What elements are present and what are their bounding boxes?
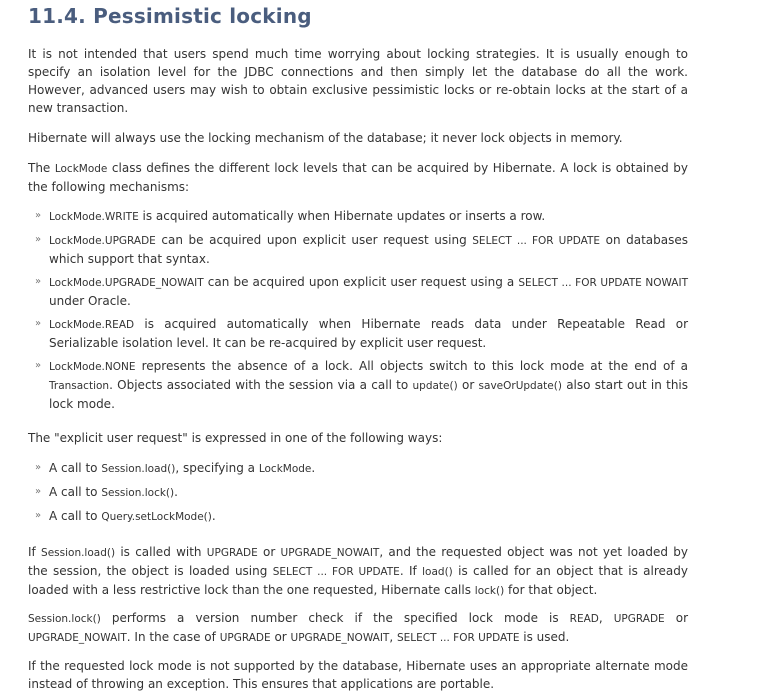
bullet-icon: » xyxy=(35,486,42,497)
code-run: UPGRADE_NOWAIT xyxy=(280,547,380,559)
text-run: is acquired automatically when Hibernate updates or inserts a row. xyxy=(138,209,546,223)
code-run: load() xyxy=(422,566,453,578)
text-run: , and the requested object was not yet loaded by the session, the object is loaded using xyxy=(28,545,689,578)
list-item-write xyxy=(49,207,688,226)
code-run: LockMode.UPGRADE_NOWAIT xyxy=(49,277,204,289)
text-run: , xyxy=(598,611,614,625)
text-run: also start out in this lock mode. xyxy=(49,378,689,411)
text-run: is acquired automatically when Hibernate reads data under Repeatable Read or Serializable isolation level. It can be re-acquired by explicit user request. xyxy=(49,317,688,350)
text-run: is called with xyxy=(115,545,207,559)
locking-mechanism-paragraph: Hibernate will always use the locking mechanism of the database; it never lock objects in memory. xyxy=(28,131,623,145)
text-run: on databases which support that syntax. xyxy=(49,233,689,266)
text-run: A call to xyxy=(49,485,102,499)
portability-paragraph: If the requested lock mode is not supported by the database, Hibernate uses an appropriate alternate mode instead of throwing an exception. This ensures that applications are portable. xyxy=(28,659,688,691)
text-run: or xyxy=(270,630,291,644)
list-item-upgrade-nowait xyxy=(49,273,688,310)
session-load-paragraph xyxy=(28,543,688,600)
list-item-session-load xyxy=(49,459,688,478)
explicit-request-paragraph: The "explicit user request" is expressed in one of the following ways: xyxy=(28,431,443,445)
code-run: Session.load() xyxy=(41,547,116,559)
text-run: , specifying a xyxy=(175,461,259,475)
text-run: or xyxy=(664,611,688,625)
text-run: can be acquired upon explicit user request using xyxy=(155,233,473,247)
text-run: under Oracle. xyxy=(49,294,131,308)
code-run: UPGRADE xyxy=(206,547,258,559)
text-run: or xyxy=(457,378,479,392)
text-run: A call to xyxy=(49,509,102,523)
code-run: SELECT ... FOR UPDATE xyxy=(396,632,520,644)
code-run: LockMode.NONE xyxy=(49,361,136,373)
text-run: represents the absence of a lock. All objects switch to this lock mode at the end of a xyxy=(135,359,688,373)
text-run: . xyxy=(174,485,178,499)
code-run: SELECT ... FOR UPDATE xyxy=(472,235,601,247)
bullet-icon: » xyxy=(35,210,42,221)
code-run: SELECT ... FOR UPDATE NOWAIT xyxy=(518,277,688,289)
code-run: LockMode xyxy=(258,463,312,475)
code-run: UPGRADE xyxy=(613,613,665,625)
section-title: 11.4. Pessimistic locking xyxy=(28,4,312,28)
code-run: Query.setLockMode() xyxy=(101,511,212,523)
code-run: update() xyxy=(412,380,458,392)
text-run: is called for an object that is already loaded with a less restrictive lock than the one requested, Hibernate calls xyxy=(28,564,688,597)
text-run: . xyxy=(211,509,216,523)
code-run: Session.lock() xyxy=(28,613,101,625)
lockmode-class-paragraph xyxy=(28,159,688,196)
text-run: , xyxy=(389,630,397,644)
code-run: READ xyxy=(569,613,599,625)
code-run: UPGRADE_NOWAIT xyxy=(28,632,127,644)
text-run: . In the case of xyxy=(126,630,220,644)
code-run: UPGRADE xyxy=(219,632,271,644)
text-run: performs a version number check if the specified lock mode is xyxy=(100,611,570,625)
intro-paragraph: It is not intended that users spend much time worrying about locking strategies. It is usually enough to specify an isolation level for the JDBC connections and then simply let the database do all the work. However, advanced users may wish to obtain exclusive pessimistic locks or re-obtain locks at the start of a new transaction. xyxy=(28,47,688,115)
text-run: . If xyxy=(399,564,423,578)
session-lock-paragraph xyxy=(28,609,688,647)
text-run: for that object. xyxy=(504,583,598,597)
list-item-read xyxy=(49,315,688,352)
bullet-icon: » xyxy=(35,462,42,473)
code-lockmode: LockMode xyxy=(54,163,108,175)
code-run: LockMode.WRITE xyxy=(49,211,139,223)
text-run: class defines the different lock levels that can be acquired by Hibernate. A lock is obtained by the following mechanisms: xyxy=(28,161,688,194)
text-run: . Objects associated with the session via a call to xyxy=(109,378,413,392)
code-run: saveOrUpdate() xyxy=(478,380,562,392)
code-run: Session.lock() xyxy=(101,487,175,499)
code-run: Transaction xyxy=(49,380,110,392)
text-run: is used. xyxy=(519,630,570,644)
bullet-icon: » xyxy=(35,510,42,521)
text-run: or xyxy=(257,545,281,559)
text-run: A call to xyxy=(49,461,102,475)
code-run: lock() xyxy=(474,585,505,597)
code-run: LockMode.READ xyxy=(49,319,135,331)
code-run: SELECT ... FOR UPDATE xyxy=(272,566,400,578)
list-item-query-setlockmode xyxy=(49,507,688,526)
bullet-icon: » xyxy=(35,276,42,287)
text-run: The xyxy=(28,161,55,175)
code-run: UPGRADE_NOWAIT xyxy=(290,632,390,644)
bullet-icon: » xyxy=(35,360,42,371)
list-item-session-lock xyxy=(49,483,688,502)
code-run: LockMode.UPGRADE xyxy=(49,235,156,247)
text-run: can be acquired upon explicit user request using a xyxy=(203,275,519,289)
bullet-icon: » xyxy=(35,318,42,329)
bullet-icon: » xyxy=(35,234,42,245)
list-item-upgrade xyxy=(49,231,688,268)
text-run: If xyxy=(28,545,42,559)
list-item-none xyxy=(49,357,688,413)
code-run: Session.load() xyxy=(101,463,176,475)
text-run: . xyxy=(311,461,316,475)
